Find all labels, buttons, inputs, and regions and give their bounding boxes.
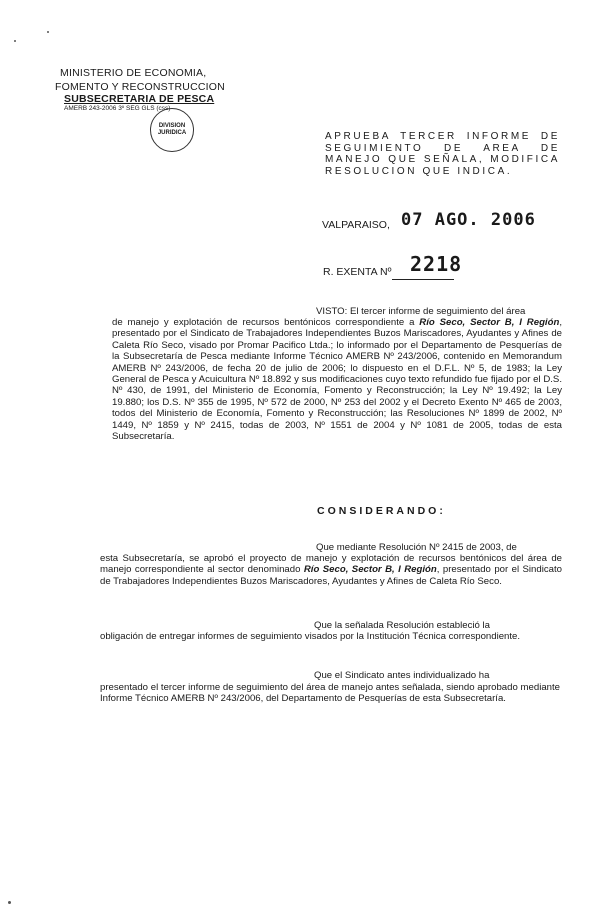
letterhead-subsecretaria: SUBSECRETARIA DE PESCA: [64, 93, 215, 105]
considerando-1-text-b: , presentado por el Sindicato de Trabajadores Independientes Buzos Mariscadores, Ayudantes y Afines de Caleta Río Seco.: [100, 564, 562, 587]
exenta-label: R. EXENTA Nº: [323, 266, 392, 278]
considerando-3-paragraph: presentado el tercer informe de seguimiento del área de manejo antes señalada, siendo aprobado mediante Informe Técnico AMERB Nº 243/2006, del Departamento de Pesquerías de esta Subsecretaría.: [100, 682, 560, 705]
division-juridica-stamp: [150, 108, 194, 152]
visto-paragraph: [112, 317, 562, 442]
stamp-line-2: JURIDICA: [157, 130, 187, 136]
scan-speck: [14, 40, 16, 42]
visto-first-line: VISTO: El tercer informe de seguimiento del área: [316, 306, 526, 317]
exenta-number-line: [392, 279, 454, 280]
letterhead-reference: AMERB 243-2006 3º SEG GLS (css): [64, 105, 171, 112]
considerando-1-place: Río Seco, Sector B, I Región: [303, 564, 437, 576]
stamp-line-1: DIVISION: [158, 123, 186, 129]
letterhead-fomento: FOMENTO Y RECONSTRUCCION: [55, 81, 225, 93]
considerando-1-text-a: esta Subsecretaría, se aprobó el proyecto de manejo y explotación de recursos bentónicos del área de manejo correspondiente al sector denominado: [100, 553, 562, 576]
considerando-2-first-line: Que la señalada Resolución estableció la: [314, 620, 490, 631]
visto-text-a: de manejo y explotación de recursos bentónicos correspondiente a: [112, 317, 420, 328]
considerando-1-first-line: Que mediante Resolución Nº 2415 de 2003, de: [316, 542, 517, 553]
considerando-2-paragraph: obligación de entregar informes de seguimiento visados por la Institución Técnica correspondiente.: [100, 631, 521, 642]
scan-speck: [47, 31, 49, 33]
visto-place: Río Seco, Sector B, I Región: [419, 317, 560, 328]
considerando-heading: CONSIDERANDO:: [317, 505, 446, 517]
considerando-1-paragraph: [100, 553, 562, 587]
resolution-summary: APRUEBA TERCER INFORME DE SEGUIMIENTO DE AREA DE MANEJO QUE SEÑALA, MODIFICA RESOLUCION QUE INDICA.: [325, 131, 560, 177]
date-city: VALPARAISO,: [322, 219, 390, 231]
exenta-number: 2218: [410, 252, 463, 276]
considerando-3-first-line: Que el Sindicato antes individualizado ha: [314, 670, 490, 681]
date-handwritten: 07 AGO. 2006: [401, 210, 536, 230]
scan-speck: [8, 901, 11, 904]
letterhead-ministry: MINISTERIO DE ECONOMIA,: [60, 67, 207, 79]
visto-text-b: , presentado por el Sindicato de Trabajadores Independientes Buzos Mariscadores, Ayudantes y Afines de Caleta Río Seco, visado por Promar Pacifico Ltda.; lo informado por el Departamento de Pesquerías de la Subsecretaría de Pesca mediante Informe Técnico AMERB Nº 243/2006, contenido en Memorandum AMERB Nº 243/2006, de fecha 20 de julio de 2006; lo dispuesto en el D.F.L. Nº 5, de 1983; la Ley General de Pesca y Acuicultura Nº 18.892 y sus modificaciones cuyo texto refundido fue fijado por el D.S. Nº 430, de 1991, del Ministerio de Economía, Fomento y Reconstrucción; la Ley Nº 19.492; la Ley 19.880; los D.S. Nº 355 de 1995, Nº 572 de 2000, Nº 253 del 2002 y el Decreto Exento Nº 465 de 2003, todos del Ministerio de Economía, Fomento y Reconstrucción; las Resoluciones Nº 1899 de 2002, Nº 1449, Nº 1859 y Nº 2415, todas de 2003, Nº 1551 de 2004 y Nº 1081 de 2005, todas de esta Subsecretaría.: [112, 317, 562, 443]
